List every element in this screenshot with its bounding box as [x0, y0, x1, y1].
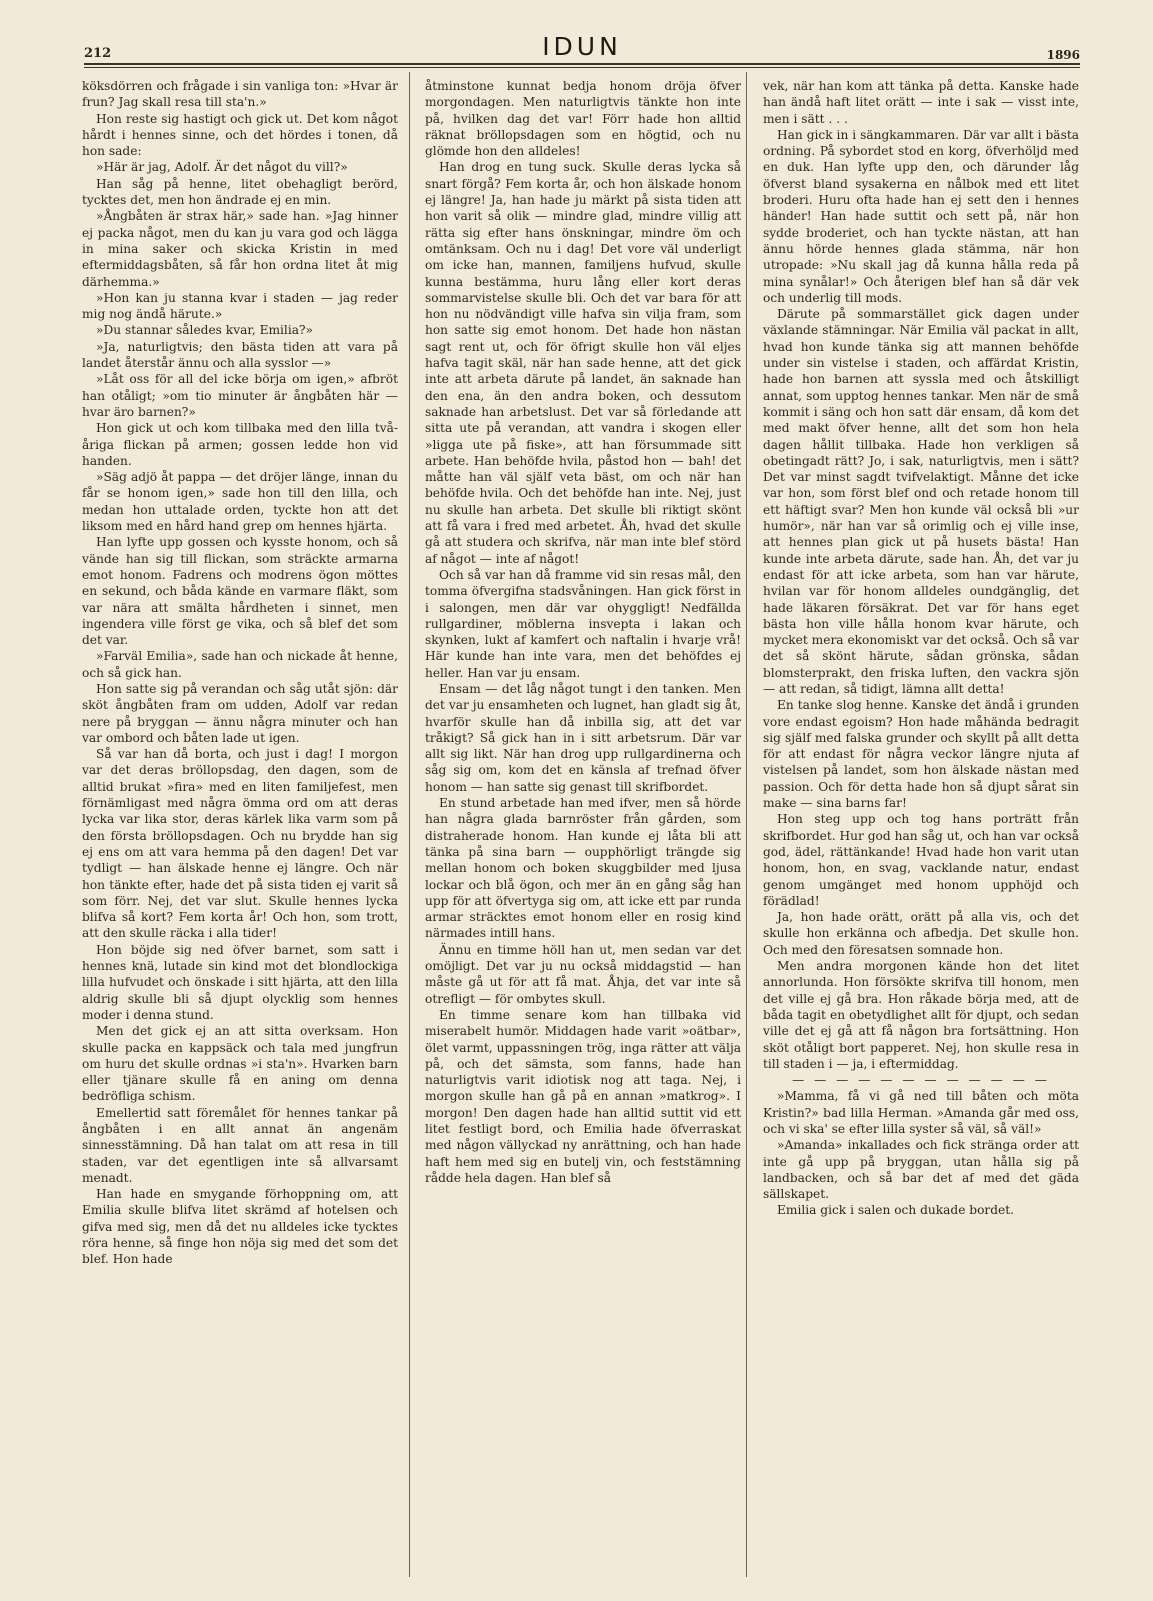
paragraph: Ja, hon hade orätt, orätt på alla vis, och det skulle hon erkänna och afbedja. Det skulle hon. Och med den föresatsen somnade hon. [763, 910, 1079, 957]
paragraph: »Amanda» inkallades och fick stränga order att inte gå upp på bryggan, utan hålla sig på landbacken, och så bar det af med det gäda sällskapet. [763, 1138, 1079, 1202]
paragraph: En timme senare kom han tillbaka vid miserabelt humör. Middagen hade varit »oätbar», ölet varmt, uppassningen trög, inga rätter att välja på, och det sämsta, som fanns, hade han naturligtvis varit idiotisk nog att taga. Nej, i morgon skulle han gå på en annan »matkrog». I morgon! Den dagen hade han alltid suttit vid ett litet festligt bord, och Emilia hade öfverraskat med någon vällyckad ny anrättning, och han hade haft hem med sig en butelj vin, och feststämning rådde hela dagen. Han blef så [425, 1007, 741, 1185]
paragraph: Men andra morgonen kände hon det litet annorlunda. Hon försökte skrifva till honom, men det ville ej gå bra. Hon råkade börja med, att de båda tagit en obetydlighet allt för djupt, och sedan ville det ej gå att få någon bra fortsättning. Hon sköt otåligt bort papperet. Nej, hon skulle resa in till staden i — ja, i eftermiddag. [763, 959, 1079, 1071]
page-header [84, 32, 1080, 62]
paragraph: »Låt oss för all del icke börja om igen,» afbröt han otåligt; »om tio minuter är ångbåten här — hvar äro barnen?» [82, 372, 398, 419]
section-separator: — — — — — — — — — — — — [792, 1073, 1050, 1088]
paragraph: Hon gick ut och kom tillbaka med den lilla två-åriga flickan på armen; gossen ledde hon vid handen. [82, 421, 398, 468]
paragraph: Ensam — det låg något tungt i den tanken. Men det var ju ensamheten och lugnet, han gladt sig åt, hvarför skulle han då inbilla sig, att det var tråkigt? Så gick han in i sitt arbetsrum. Där var allt sig likt. När han drog upp rullgardinerna och såg sig om, kom det en känsla af trefnad öfver honom — han satte sig genast till skrifbordet. [425, 681, 741, 794]
paragraph: Hon satte sig på verandan och såg utåt sjön: där sköt ångbåten fram om udden, Adolf var redan nere på bryggan — ännu några minuter och han var ombord och båten lade ut igen. [82, 681, 398, 745]
paragraph: vek, när han kom att tänka på detta. Kanske hade han ändå haft litet orätt — inte i sak — visst inte, men i sätt . . . [763, 79, 1079, 126]
paragraph: åtminstone kunnat bedja honom dröja öfver morgondagen. Men naturligtvis tänkte hon inte på, hvilken dag det var! Förr hade hon alltid räknat bröllopsdagen som en högtid, och nu glömde hon den alldeles! [425, 79, 741, 159]
paragraph: Han gick in i sängkammaren. Där var allt i bästa ordning. På sybordet stod en korg, öfverhöljd med en duk. Han lyfte upp den, och därunder låg öfverst bland sysakerna en nålbok med ett litet broderi. Huru ofta hade han ej sett den i hennes händer! Han hade suttit och sett på, när hon sydde broderiet, och han tyckte nästan, att han ännu hörde hennes glada stämma, när hon utropade: »Nu skall jag då kunna hålla reda på mina synålar!» Och återigen blef han så där vek och underlig till mods. [763, 127, 1079, 305]
paragraph: Hon steg upp och tog hans porträtt från skrifbordet. Hur god han såg ut, och han var också god, ädel, rättänkande! Hvad hade hon varit utan honom, hon, en svag, vacklande natur, endast genom umgänget med honom upphöjd och förädlad! [763, 812, 1079, 908]
page-number: 212 [84, 46, 112, 61]
paragraph: Emilia gick i salen och dukade bordet. [777, 1203, 1015, 1218]
paragraph: »Mamma, få vi gå ned till båten och möta Kristin?» bad lilla Herman. »Amanda går med oss, och vi ska' se efter lilla syster så väl, så väl!» [763, 1089, 1079, 1136]
publication-year: 1896 [1046, 48, 1080, 62]
text-column-3 [763, 78, 1079, 1590]
header-rule [84, 63, 1080, 65]
paragraph: »Här är jag, Adolf. Är det något du vill?» [96, 160, 348, 175]
paragraph: Han drog en tung suck. Skulle deras lycka så snart förgå? Fem korta år, och hon älskade honom ej längre! Ja, han hade ju märkt på sista tiden att hon varit så olik — mindre glad, mindre villig att rätta sig efter hans önskningar, mindre öm och omtänksam. Och nu i dag! Det vore väl underligt om icke han, mannen, familjens hufvud, skulle kunna bestämma, huru lång eller kort deras sommarvistelse skulle bli. Och det var bara för att hon nu nödvändigt ville hafva sin vilja fram, som hon satte sig emot honom. Det hade hon nästan sagt rent ut, och för öfrigt skulle hon väl eljes hafva tagit skäl, när han sade henne, att det gick inte att arbeta därute på landet, än saknade han den ena, än den andra boken, och dessutom saknade han arbetslust. Det var så förledande att sitta ute på verandan, att vandra i skogen eller »ligga ute på fiske», att han försummade sitt arbete. Han behöfde hvila, påstod hon — bah! det måtte han väl själf veta bäst, om och när han behöfde hvila. Och det behöfde han inte. Nej, just nu skulle han arbeta. Det skulle bli riktigt skönt att få vara i fred med arbetet. Åh, hvad det skulle gå att studera och skrifva, när man inte blef störd af något — inte af något! [425, 160, 741, 566]
paragraph: »Säg adjö åt pappa — det dröjer länge, innan du får se honom igen,» sade hon till den lilla, och medan hon uttalade orden, tyckte hon att det liksom med en hård hand grep om hennes hjärta. [82, 470, 398, 534]
paragraph: Och så var han då framme vid sin resas mål, den tomma öfvergifna stadsvåningen. Han gick först in i salongen, men där var ohyggligt! Nedfällda rullgardiner, möblerna insvepta i lakan och skynken, lukt af kamfert och naftalin i hvarje vrå! Här kunde han inte vara, men det behöfdes ej heller. Han var ju ensam. [425, 567, 741, 680]
paragraph: »Du stannar således kvar, Emilia?» [96, 323, 313, 338]
paragraph: »Ångbåten är strax här,» sade han. »Jag hinner ej packa något, men du kan ju vara god och lägga in mina saker och skicka Kristin in med eftermiddagsbåten, så får hon ordna litet åt mig därhemma.» [82, 209, 398, 289]
paragraph: Hon böjde sig ned öfver barnet, som satt i hennes knä, lutade sin kind mot det blondlockiga lilla hufvudet och önskade i sitt hjärta, att den lilla aldrig skulle bli så djupt olycklig som hennes moder i denna stund. [82, 942, 398, 1022]
column-divider [409, 72, 410, 1577]
text-column-2 [425, 78, 741, 1590]
paragraph: Så var han då borta, och just i dag! I morgon var det deras bröllopsdag, den dagen, som de alltid brukat »fira» med en liten familjefest, men förnämligast med några ömma ord om att deras lycka var lika stor, deras kärlek lika varm som på den första bröllopsdagen. Och nu brydde han sig ej ens om att vara hemma på den dagen! Det var tydligt — han älskade henne ej längre. Och när hon tänkte efter, hade det på sista tiden ej varit så som förr. Nej, det var slut. Skulle hennes lycka blifva så kort? Fem korta år! Och hon, som trott, att den skulle räcka i alla tider! [82, 747, 398, 941]
paragraph: »Hon kan ju stanna kvar i staden — jag reder mig nog ändå härute.» [82, 290, 398, 322]
masthead-title: IDUN [542, 32, 622, 61]
paragraph: Han lyfte upp gossen och kysste honom, och så vände han sig till flickan, som sträckte armarna emot honom. Fadrens och modrens ögon möttes en sekund, och båda kände en varmare fläkt, som var nära att smälta hårdheten i sinnet, men ingendera ville först ge vika, och så blef det som det var. [82, 535, 398, 648]
header-rule-thin [84, 67, 1080, 68]
paragraph: En stund arbetade han med ifver, men så hörde han några glada barnröster från gården, som distraherade honom. Han kunde ej låta bli att tänka på sina barn — oupphörligt trängde sig mellan honom och boken skuggbilder med ljusa lockar och blå ögon, och mer än en gång såg han upp för att öfvertyga sig om, att icke ett par runda armar sträcktes emot honom eller en rosig kind närmades intill hans. [425, 796, 741, 941]
paragraph: Hon reste sig hastigt och gick ut. Det kom något hårdt i hennes sinne, och det hördes i tonen, då hon sade: [82, 111, 398, 159]
paragraph: »Farväl Emilia», sade han och nickade åt henne, och så gick han. [82, 649, 398, 680]
paragraph: Emellertid satt föremålet för hennes tankar på ångbåten i en allt annat än angenäm sinnesstämning. Då han talat om att resa in till staden, var det egentligen inte så allvarsamt menadt. [82, 1105, 398, 1185]
paragraph: Han hade en smygande förhoppning om, att Emilia skulle blifva litet skrämd af hotelsen och gifva med sig, men då det nu alldeles icke tycktes röra henne, så finge hon nöja sig med det som det blef. Hon hade [82, 1187, 398, 1267]
column-divider [746, 72, 747, 1577]
text-column-1 [82, 78, 398, 1590]
paragraph: Men det gick ej an att sitta overksam. Hon skulle packa en kappsäck och tala med jungfrun om huru det skulle ordnas »i sta'n». Hvarken barn eller tjänare skulle få en aning om denna bedröfliga schism. [82, 1024, 398, 1104]
paragraph: Därute på sommarstället gick dagen under växlande stämningar. När Emilia väl packat in allt, hvad hon kunde tänka sig att mannen behöfde under sin vistelse i staden, och affärdat Kristin, hade hon barnen att syssla med och åtskilligt annat, som upptog hennes tankar. Men när de små kommit i säng och hon satt där ensam, då kom det med makt öfver henne, allt det som hon hela dagen hållit tillbaka. Hade hon verkligen så obetingadt rätt? Jo, i sak, naturligtvis, men i sätt? Det var minst sagdt tvifvelaktigt. Månne det icke var hon, som först blef ond och retade honom till ett häftigt svar? Men hon kunde väl också bli »ur humör», när han var så orimlig och ej ville inse, att hennes plan gick ut på husets bästa! Han kunde inte arbeta därute, sade han. Åh, det var ju endast för att icke arbeta, som han var härute, hvilan var för honom alldeles oundgänglig, det hade läkaren försäkrat. Det var för hans eget bästa hon ville hålla honom kvar härute, och mycket mera ekonomiskt var det också. Och så var det så skönt härute, sådan grönska, sådan blomsterprakt, den friska luften, den vackra sjön — att redan, så tidigt, lämna allt detta! [763, 307, 1079, 696]
paragraph: »Ja, naturligtvis; den bästa tiden att vara på landet återstår ännu och alla sysslor —» [82, 339, 398, 371]
paragraph: köksdörren och frågade i sin vanliga ton: »Hvar är frun? Jag skall resa till sta'n.» [82, 79, 398, 110]
paragraph: En tanke slog henne. Kanske det ändå i grunden vore endast egoism? Hon hade måhända bedragit sig själf med falska grunder och skyllt på allt detta för att endast för några veckor längre njuta af vistelsen på landet, som hon älskade nästan med passion. Och för detta hade hon så djupt sårat sin make — sina barns far! [763, 698, 1079, 811]
paragraph: Ännu en timme höll han ut, men sedan var det omöjligt. Det var ju nu också middagstid — han måste gå ut för att få mat. Åhja, det var inte så otrefligt — för ombytes skull. [425, 942, 741, 1006]
paragraph: Han såg på henne, litet obehagligt berörd, tycktes det, men hon ändrade ej en min. [82, 176, 398, 208]
